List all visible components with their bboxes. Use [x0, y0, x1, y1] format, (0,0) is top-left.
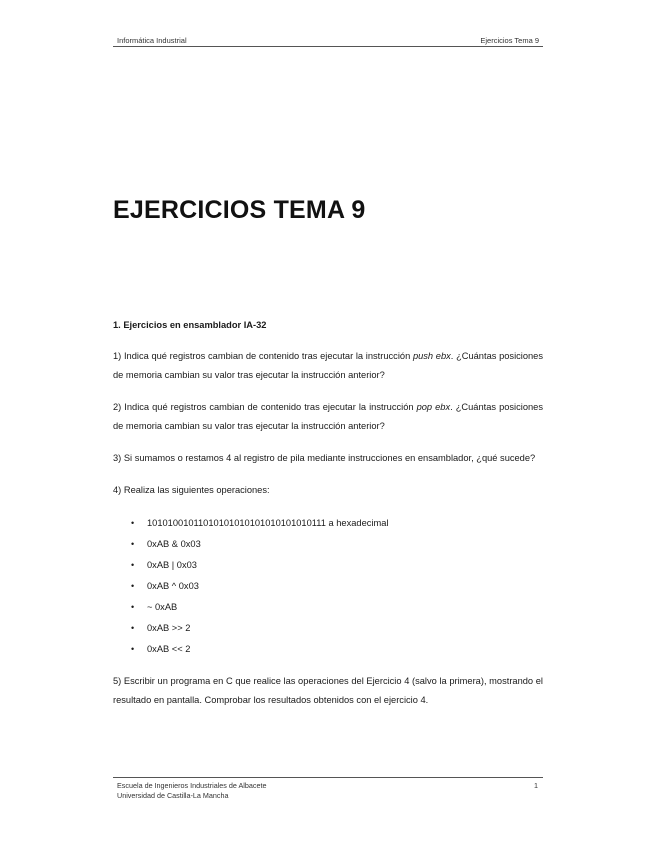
list-item — [113, 534, 543, 555]
bullet-icon: • — [131, 623, 135, 633]
question-1-text-end: . ¿Cuántas posiciones de memoria cambian su valor tras ejecutar la instrucción anterior? — [113, 351, 544, 380]
header-left-text: Informática Industrial — [117, 36, 187, 45]
footer-rule — [113, 777, 543, 778]
question-1-text: 1) Indica qué registros cambian de contenido tras ejecutar la instrucción — [113, 351, 413, 361]
question-2 — [113, 398, 543, 436]
footer-line-2: Universidad de Castilla-La Mancha — [117, 791, 229, 800]
document-body — [113, 316, 543, 723]
operation-text: 10101001011010101010101010101010111 a hexadecimal — [147, 518, 389, 528]
list-item — [113, 597, 543, 618]
header-rule — [113, 46, 543, 47]
page-number: 1 — [534, 781, 538, 790]
operation-text: 0xAB ^ 0x03 — [147, 581, 199, 591]
bullet-icon: • — [131, 644, 135, 654]
question-2-text: 2) Indica qué registros cambian de contenido tras ejecutar la instrucción — [113, 402, 417, 412]
operations-list — [113, 513, 543, 660]
question-1-code: push ebx — [412, 351, 451, 361]
bullet-icon: • — [131, 602, 135, 612]
list-item — [113, 618, 543, 639]
list-item — [113, 513, 543, 534]
question-5: 5) Escribir un programa en C que realice las operaciones del Ejercicio 4 (salvo la primera), mostrando el resultado en pantalla. Comprobar los resultados obtenidos con el ejercicio 4. — [113, 676, 543, 705]
list-item — [113, 576, 543, 597]
header-right-text: Ejercicios Tema 9 — [480, 36, 539, 45]
operation-text: 0xAB | 0x03 — [147, 560, 197, 570]
question-2-code: pop ebx — [416, 402, 451, 412]
bullet-icon: • — [131, 539, 135, 549]
page-footer — [117, 781, 266, 801]
footer-line-1: Escuela de Ingenieros Industriales de Albacete — [117, 781, 267, 790]
operation-text: 0xAB << 2 — [147, 644, 191, 654]
question-2-text-end: . ¿Cuántas posiciones de memoria cambian su valor tras ejecutar la instrucción anterior? — [113, 402, 543, 431]
document-title: EJERCICIOS TEMA 9 — [113, 196, 366, 224]
list-item — [113, 555, 543, 576]
operation-text: ~ 0xAB — [147, 602, 178, 612]
question-1 — [113, 347, 543, 385]
operation-text: 0xAB & 0x03 — [147, 539, 201, 549]
question-4: 4) Realiza las siguientes operaciones: — [113, 485, 270, 495]
bullet-icon: • — [131, 560, 135, 570]
question-3: 3) Si sumamos o restamos 4 al registro de pila mediante instrucciones en ensamblador, ¿qué sucede? — [113, 453, 536, 463]
list-item — [113, 639, 543, 660]
section-heading: 1. Ejercicios en ensamblador IA-32 — [113, 320, 267, 330]
bullet-icon: • — [131, 518, 135, 528]
operation-text: 0xAB >> 2 — [147, 623, 191, 633]
bullet-icon: • — [131, 581, 135, 591]
